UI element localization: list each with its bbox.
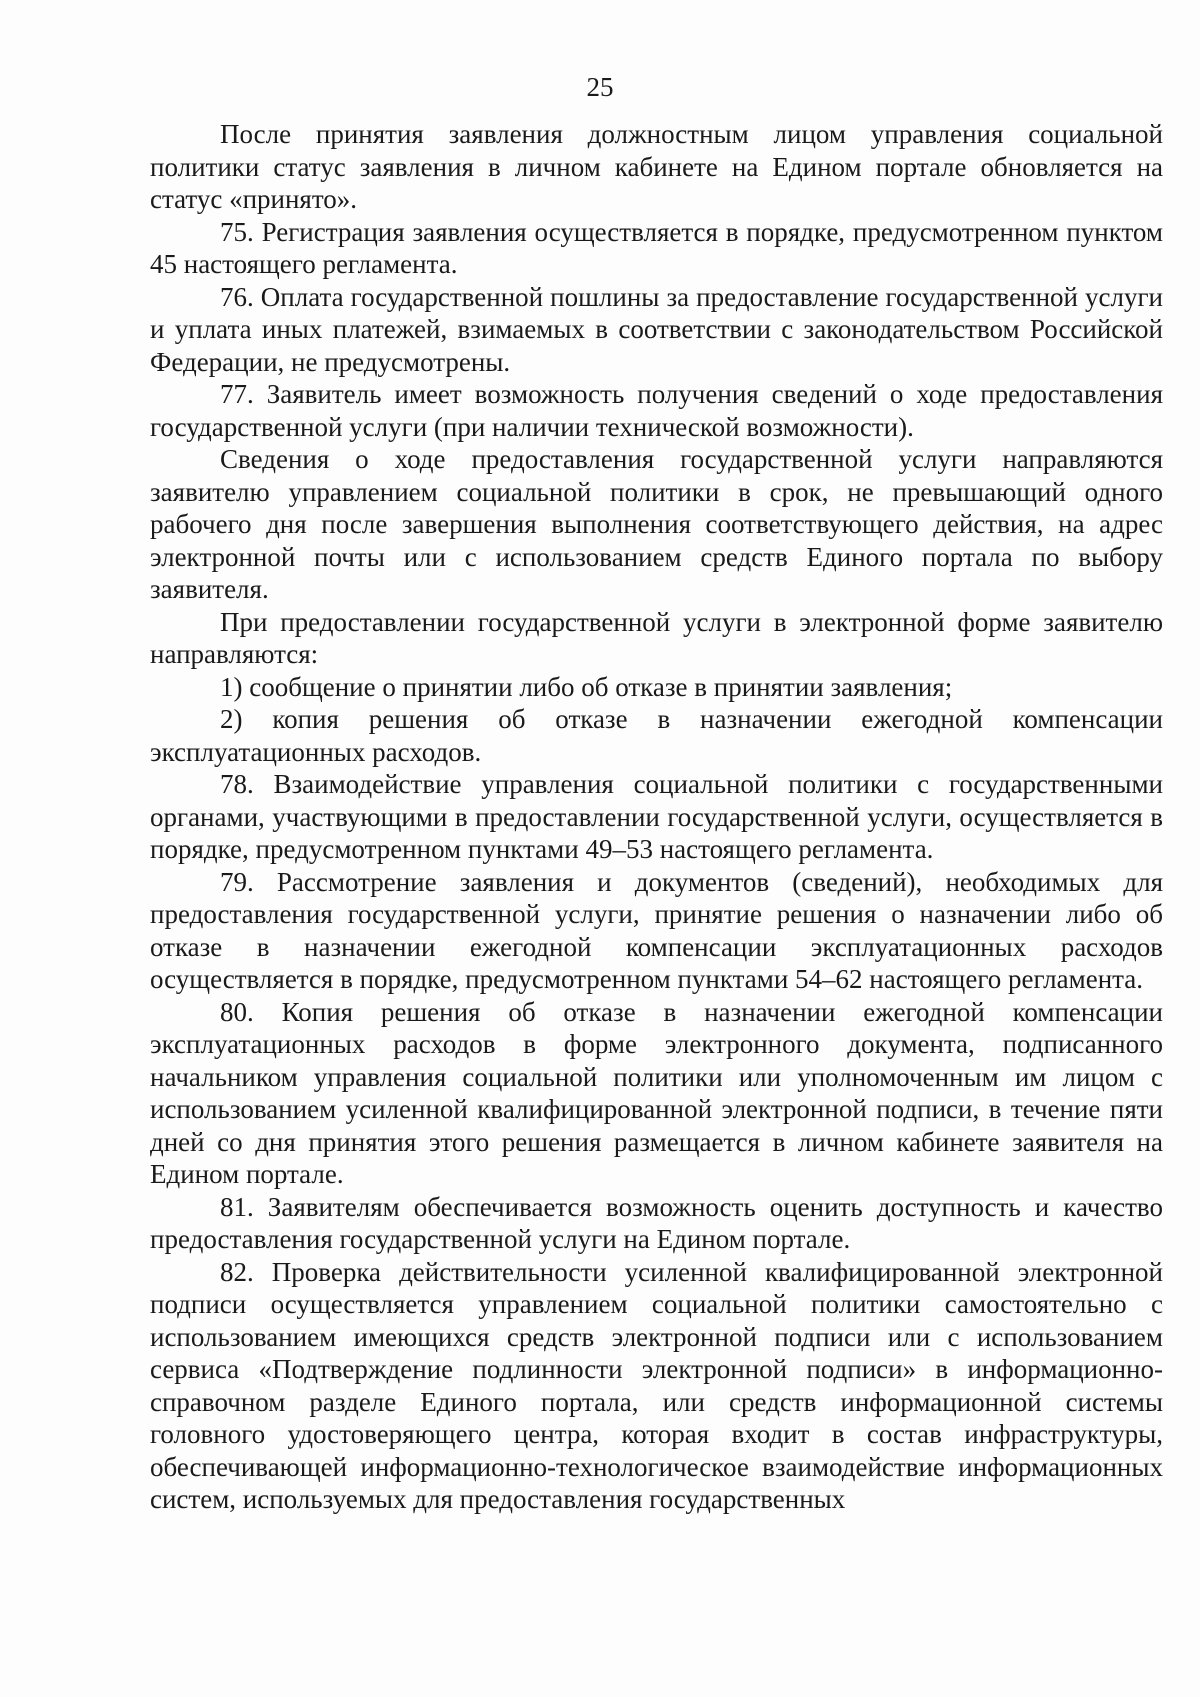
list-item: 2) копия решения об отказе в назначении ежегодной компенсации эксплуатационных расходов.	[150, 704, 1163, 767]
paragraph: 77. Заявитель имеет возможность получения сведений о ходе предоставления государственной услуги (при наличии технической возможности).	[150, 379, 1163, 442]
page-number: 25	[586, 72, 614, 102]
list-item: 1) сообщение о принятии либо об отказе в принятии заявления;	[220, 671, 953, 702]
paragraph: 79. Рассмотрение заявления и документов (сведений), необходимых для предоставления государственной услуги, принятие решения о назначении либо об отказе в назначении ежегодной компенсации эксплуатационных расходов осуществляется в порядке, предусмотренном пунктами 54–62 настоящего регламента.	[150, 866, 1163, 994]
paragraph: После принятия заявления должностным лицом управления социальной политики статус заявления в личном кабинете на Едином портале обновляется на статус «принято».	[150, 119, 1163, 214]
paragraph: 80. Копия решения об отказе в назначении ежегодной компенсации эксплуатационных расходов в форме электронного документа, подписанного начальником управления социальной политики или уполномоченным им лицом с использованием усиленной квалифицированной электронной подписи, в течение пяти дней со дня принятия этого решения размещается в личном кабинете заявителя на Едином портале.	[150, 996, 1163, 1189]
paragraph: 75. Регистрация заявления осуществляется в порядке, предусмотренном пунктом 45 настоящего регламента.	[150, 216, 1163, 279]
paragraph: Сведения о ходе предоставления государственной услуги направляются заявителю управлением социальной политики в срок, не превышающий одного рабочего дня после завершения выполнения соответствующего действия, на адрес электронной почты или с использованием средств Единого портала по выбору заявителя.	[150, 444, 1163, 604]
paragraph: 81. Заявителям обеспечивается возможность оценить доступность и качество предоставления государственной услуги на Едином портале.	[150, 1191, 1163, 1254]
paragraph: 82. Проверка действительности усиленной квалифицированной электронной подписи осуществляется управлением социальной политики самостоятельно с использованием имеющихся средств электронной подписи или с использованием сервиса «Подтверждение подлинности электронной подписи» в информационно-справочном разделе Единого портала, или средств информационной системы головного удостоверяющего центра, которая входит в состав инфраструктуры, обеспечивающей информационно-технологическое взаимодействие информационных систем, используемых для предоставления государственных	[150, 1256, 1163, 1514]
paragraph: При предоставлении государственной услуги в электронной форме заявителю направляются:	[150, 606, 1163, 669]
paragraph: 78. Взаимодействие управления социальной политики с государственными органами, участвующими в предоставлении государственной услуги, осуществляется в порядке, предусмотренном пунктами 49–53 настоящего регламента.	[150, 769, 1163, 864]
paragraph: 76. Оплата государственной пошлины за предоставление государственной услуги и уплата иных платежей, взимаемых в соответствии с законодательством Российской Федерации, не предусмотрены.	[150, 281, 1163, 377]
document-body	[150, 118, 1163, 1516]
